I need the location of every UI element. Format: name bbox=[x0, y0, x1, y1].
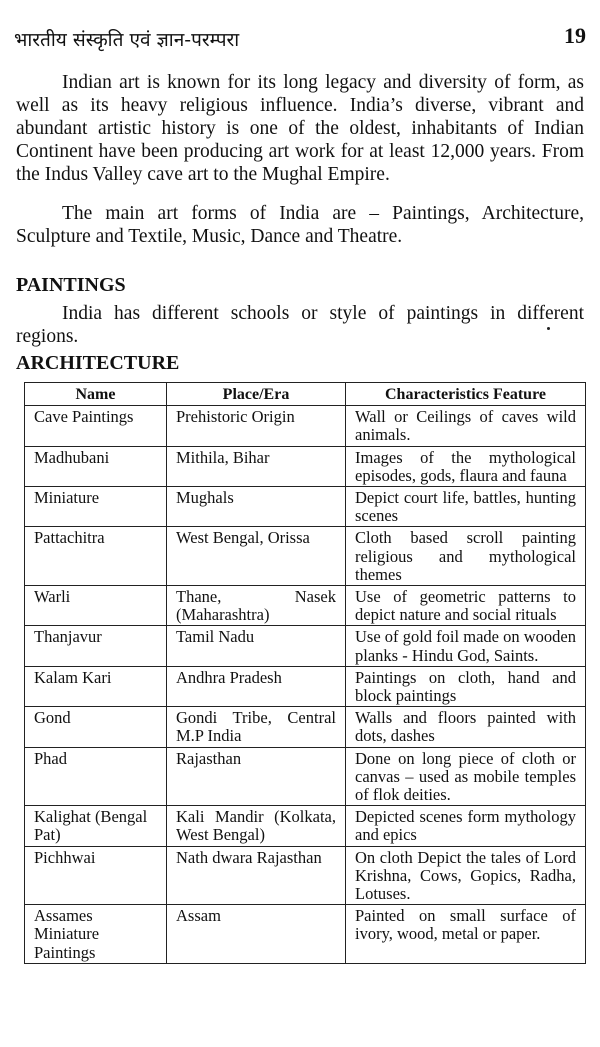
header-place-era: Place/Era bbox=[167, 383, 346, 406]
table-row bbox=[25, 747, 586, 806]
header-characteristics: Characteristics Feature bbox=[346, 383, 586, 406]
cell-name: Warli bbox=[25, 586, 167, 626]
table-row bbox=[25, 406, 586, 446]
cell-feature: On cloth Depict the tales of Lord Krishna, Cows, Gopics, Radha, Lotuses. bbox=[346, 846, 586, 905]
cell-name: Gond bbox=[25, 707, 167, 747]
cell-feature: Depicted scenes form mythology and epics bbox=[346, 806, 586, 846]
cell-feature: Use of gold foil made on wooden planks - Hindu God, Saints. bbox=[346, 626, 586, 666]
table-row bbox=[25, 586, 586, 626]
cell-place: Assam bbox=[167, 905, 346, 964]
page-number: 19 bbox=[564, 23, 586, 48]
table-row bbox=[25, 446, 586, 486]
table-header-row bbox=[25, 383, 586, 406]
cell-place: Nath dwara Rajasthan bbox=[167, 846, 346, 905]
cell-name: Cave Paintings bbox=[25, 406, 167, 446]
running-title: भारतीय संस्कृति एवं ज्ञान-परम्परा bbox=[14, 29, 240, 51]
cell-feature: Use of geometric patterns to depict nature and social rituals bbox=[346, 586, 586, 626]
cell-feature: Walls and floors painted with dots, dashes bbox=[346, 707, 586, 747]
cell-place: Mughals bbox=[167, 487, 346, 527]
cell-place: Gondi Tribe, Central M.P India bbox=[167, 707, 346, 747]
cell-feature: Done on long piece of cloth or canvas – used as mobile temples of flok deities. bbox=[346, 747, 586, 806]
cell-name: Madhubani bbox=[25, 446, 167, 486]
cell-name: Miniature bbox=[25, 487, 167, 527]
cell-name: Phad bbox=[25, 747, 167, 806]
table-row bbox=[25, 806, 586, 846]
cell-place: Tamil Nadu bbox=[167, 626, 346, 666]
intro-paragraph: Indian art is known for its long legacy and diversity of form, as well as its heavy religious influence. India’s diverse, vibrant and abundant artistic history is one of the oldest, inhabitants of Indian Continent have been producing art work for at least 12,000 years. From the Indus Valley cave art to the Mughal Empire. bbox=[16, 72, 584, 185]
paintings-paragraph: India has different schools or style of paintings in different regions. bbox=[16, 303, 584, 347]
table-row bbox=[25, 666, 586, 706]
table-row bbox=[25, 846, 586, 905]
cell-feature: Wall or Ceilings of caves wild animals. bbox=[346, 406, 586, 446]
cell-name: Kalighat (Bengal Pat) bbox=[25, 806, 167, 846]
paintings-heading: PAINTINGS bbox=[16, 274, 126, 296]
table-row bbox=[25, 527, 586, 586]
table-row bbox=[25, 626, 586, 666]
cell-feature: Cloth based scroll painting religious and mythological themes bbox=[346, 527, 586, 586]
table-row bbox=[25, 487, 586, 527]
cell-place: Thane, Nasek (Maharashtra) bbox=[167, 586, 346, 626]
cell-place: Andhra Pradesh bbox=[167, 666, 346, 706]
cell-feature: Paintings on cloth, hand and block paintings bbox=[346, 666, 586, 706]
cell-place: Mithila, Bihar bbox=[167, 446, 346, 486]
cell-feature: Images of the mythological episodes, gods, flaura and fauna bbox=[346, 446, 586, 486]
paintings-table bbox=[24, 382, 586, 964]
cell-feature: Depict court life, battles, hunting scenes bbox=[346, 487, 586, 527]
art-forms-paragraph: The main art forms of India are – Paintings, Architecture, Sculpture and Textile, Music, Dance and Theatre. bbox=[16, 203, 584, 247]
cell-name: Kalam Kari bbox=[25, 666, 167, 706]
table-row bbox=[25, 905, 586, 964]
cell-name: Assames Miniature Paintings bbox=[25, 905, 167, 964]
cell-place: Prehistoric Origin bbox=[167, 406, 346, 446]
stray-mark bbox=[547, 327, 550, 330]
architecture-heading: ARCHITECTURE bbox=[16, 352, 180, 374]
cell-name: Thanjavur bbox=[25, 626, 167, 666]
cell-name: Pichhwai bbox=[25, 846, 167, 905]
cell-place: West Bengal, Orissa bbox=[167, 527, 346, 586]
page-header bbox=[14, 23, 586, 52]
cell-name: Pattachitra bbox=[25, 527, 167, 586]
cell-place: Kali Mandir (Kolkata, West Bengal) bbox=[167, 806, 346, 846]
cell-feature: Painted on small surface of ivory, wood, metal or paper. bbox=[346, 905, 586, 964]
header-name: Name bbox=[25, 383, 167, 406]
cell-place: Rajasthan bbox=[167, 747, 346, 806]
table-row bbox=[25, 707, 586, 747]
